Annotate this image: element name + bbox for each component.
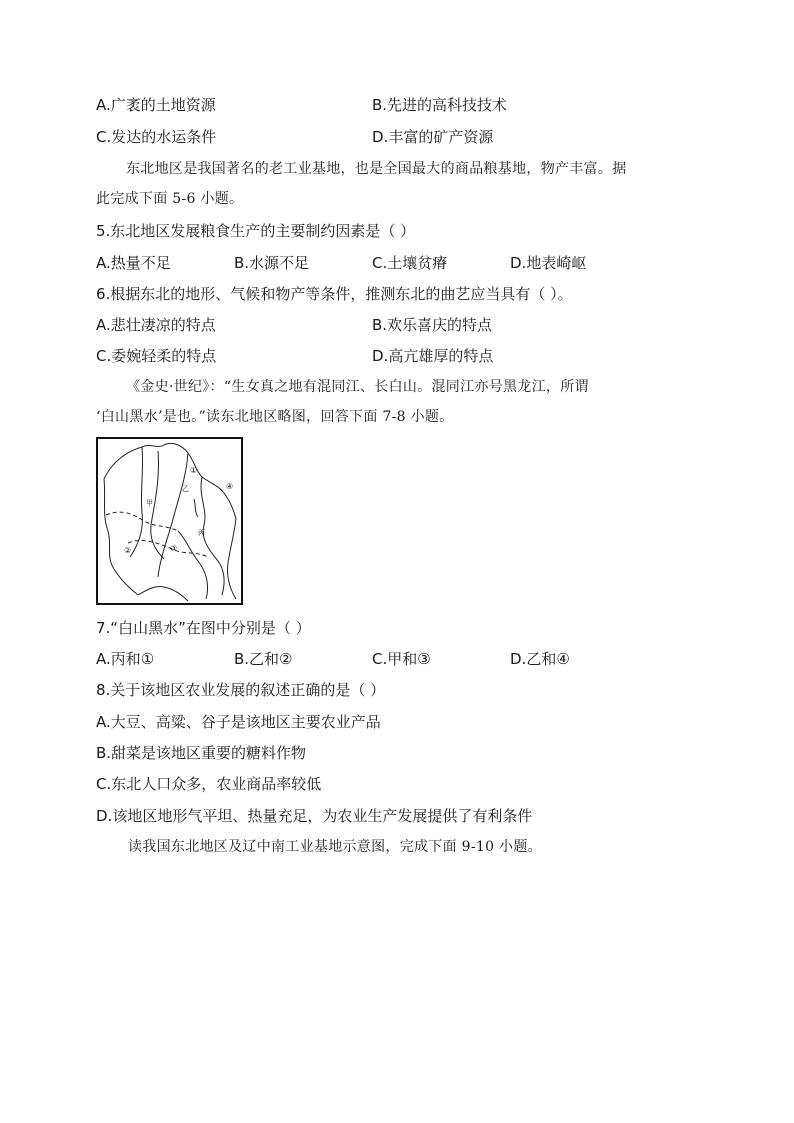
q4-option-c: C.发达的水运条件	[96, 128, 217, 146]
q5-option-c: C.土壤贫瘠	[372, 254, 448, 272]
q5-option-d: D.地表崎岖	[510, 254, 587, 272]
passage-1-line-2: 此完成下面 5-6 小题。	[96, 191, 244, 207]
q6-stem: 6.根据东北的地形、气候和物产等条件，推测东北的曲艺应当具有（ ）。	[96, 285, 573, 303]
q7-option-d: D.乙和④	[510, 650, 570, 668]
map-label-yi: 乙	[182, 485, 189, 493]
q6-option-c: C.委婉轻柔的特点	[96, 347, 217, 365]
map-label-bing: 丙	[198, 529, 205, 537]
q7-option-a: A.丙和①	[96, 650, 155, 668]
q5-stem: 5.东北地区发展粮食生产的主要制约因素是（ ）	[96, 222, 416, 240]
northeast-map-icon	[98, 439, 241, 603]
passage-1-line-1: 东北地区是我国著名的老工业基地，也是全国最大的商品粮基地，物产丰富。据	[126, 161, 627, 177]
northeast-map-figure	[96, 437, 243, 605]
map-label-jia: 甲	[146, 499, 153, 507]
map-label-2: ②	[124, 546, 132, 555]
q7-option-c: C.甲和③	[372, 650, 431, 668]
q6-option-a: A.悲壮凄凉的特点	[96, 316, 216, 334]
q4-options-row-2	[96, 126, 494, 148]
q8-stem: 8.关于该地区农业发展的叙述正确的是（ ）	[96, 681, 386, 699]
passage-2-line-2: ‘白山黑水’是也。”读东北地区略图，回答下面 7-8 小题。	[96, 409, 454, 425]
q7-option-b: B.乙和②	[234, 650, 293, 668]
q8-option-c: C.东北人口众多，农业商品率较低	[96, 775, 322, 793]
map-label-3: ③	[170, 544, 178, 553]
q6-options-row-2	[96, 345, 494, 367]
q8-option-b: B.甜菜是该地区重要的糖料作物	[96, 744, 307, 762]
q6-option-d: D.高亢雄厚的特点	[372, 347, 494, 365]
q4-option-a: A.广袤的土地资源	[96, 96, 216, 114]
q6-options-row-1	[96, 314, 493, 336]
passage-2-line-1: 《金史·世纪》：“生女真之地有混同江、长白山。混同江亦号黑龙江，所谓	[126, 379, 589, 395]
q7-stem: 7.“白山黑水”在图中分别是（ ）	[96, 619, 311, 637]
map-label-4: ④	[226, 482, 234, 491]
q6-option-b: B.欢乐喜庆的特点	[372, 316, 493, 334]
q4-options-row-1	[96, 94, 508, 116]
q5-option-a: A.热量不足	[96, 254, 171, 272]
map-label-1: ①	[190, 466, 198, 475]
q8-option-a: A.大豆、高粱、谷子是该地区主要农业产品	[96, 713, 381, 731]
q8-option-d: D.该地区地形气平坦、热量充足，为农业生产发展提供了有利条件	[96, 807, 533, 825]
q4-option-d: D.丰富的矿产资源	[372, 128, 494, 146]
passage-3-line-1: 读我国东北地区及辽中南工业基地示意图，完成下面 9-10 小题。	[128, 839, 542, 855]
q5-option-b: B.水源不足	[234, 254, 310, 272]
q4-option-b: B.先进的高科技技术	[372, 96, 508, 114]
